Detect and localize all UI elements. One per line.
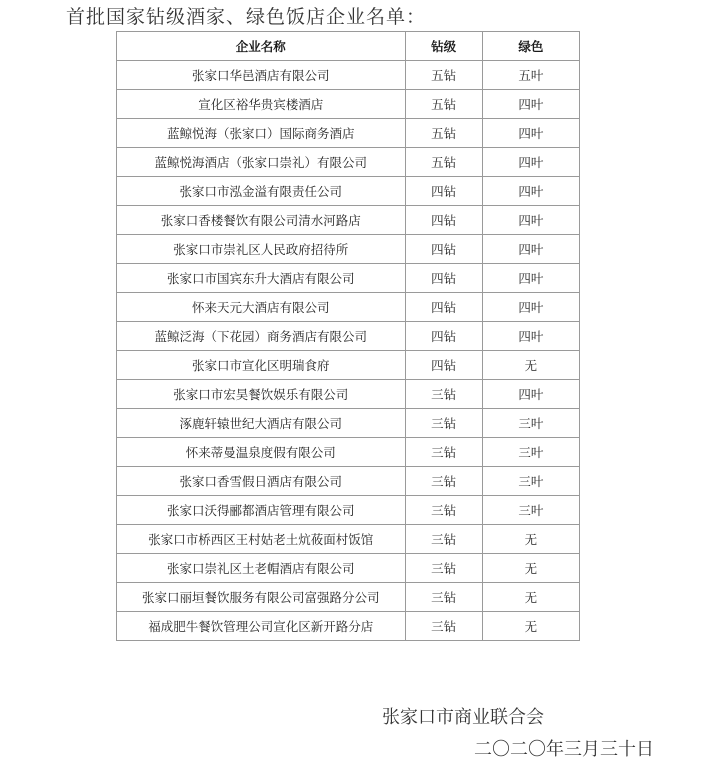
- diamond-level-cell: 四钻: [405, 206, 482, 235]
- green-level-cell: 无: [482, 554, 579, 583]
- green-level-cell: 四叶: [482, 322, 579, 351]
- green-level-cell: 无: [482, 612, 579, 641]
- enterprise-name-cell: 张家口市宏昊餐饮娱乐有限公司: [117, 380, 406, 409]
- table-row: [117, 409, 580, 438]
- diamond-level-cell: 三钻: [405, 583, 482, 612]
- diamond-level-cell: 四钻: [405, 293, 482, 322]
- green-level-cell: 四叶: [482, 293, 579, 322]
- enterprise-name-cell: 张家口香楼餐饮有限公司清水河路店: [117, 206, 406, 235]
- table-row: [117, 322, 580, 351]
- diamond-level-cell: 五钻: [405, 119, 482, 148]
- enterprise-name-cell: 张家口华邑酒店有限公司: [117, 61, 406, 90]
- table-row: [117, 264, 580, 293]
- table-row: [117, 293, 580, 322]
- green-level-cell: 三叶: [482, 438, 579, 467]
- issuer-signature: 张家口市商业联合会: [382, 707, 544, 728]
- table-row: [117, 525, 580, 554]
- table-header-row: [117, 32, 580, 61]
- table-row: [117, 438, 580, 467]
- table-row: [117, 380, 580, 409]
- enterprise-name-cell: 蓝鲸泛海（下花园）商务酒店有限公司: [117, 322, 406, 351]
- green-level-cell: 四叶: [482, 206, 579, 235]
- enterprise-name-cell: 涿鹿轩辕世纪大酒店有限公司: [117, 409, 406, 438]
- enterprise-name-cell: 蓝鲸悦海（张家口）国际商务酒店: [117, 119, 406, 148]
- enterprise-name-cell: 福成肥牛餐饮管理公司宣化区新开路分店: [117, 612, 406, 641]
- table-row: [117, 612, 580, 641]
- table-row: [117, 351, 580, 380]
- enterprise-name-cell: 张家口丽垣餐饮服务有限公司富强路分公司: [117, 583, 406, 612]
- diamond-level-cell: 三钻: [405, 409, 482, 438]
- diamond-level-cell: 四钻: [405, 264, 482, 293]
- diamond-level-cell: 五钻: [405, 148, 482, 177]
- column-header-enterprise-name: 企业名称: [117, 32, 406, 61]
- enterprise-name-cell: 怀来天元大酒店有限公司: [117, 293, 406, 322]
- diamond-level-cell: 三钻: [405, 612, 482, 641]
- diamond-level-cell: 三钻: [405, 525, 482, 554]
- column-header-diamond-level: 钻级: [405, 32, 482, 61]
- diamond-level-cell: 五钻: [405, 90, 482, 119]
- table-row: [117, 206, 580, 235]
- diamond-level-cell: 四钻: [405, 322, 482, 351]
- enterprise-name-cell: 张家口市宣化区明瑞食府: [117, 351, 406, 380]
- enterprise-name-cell: 张家口市国宾东升大酒店有限公司: [117, 264, 406, 293]
- green-level-cell: 四叶: [482, 264, 579, 293]
- table-row: [117, 90, 580, 119]
- green-level-cell: 四叶: [482, 177, 579, 206]
- diamond-level-cell: 三钻: [405, 438, 482, 467]
- enterprise-name-cell: 宣化区裕华贵宾楼酒店: [117, 90, 406, 119]
- diamond-level-cell: 三钻: [405, 467, 482, 496]
- table-row: [117, 119, 580, 148]
- diamond-level-cell: 三钻: [405, 554, 482, 583]
- issue-date: 二〇二〇年三月三十日: [474, 739, 654, 760]
- diamond-level-cell: 三钻: [405, 380, 482, 409]
- page-title: 首批国家钻级酒家、绿色饭店企业名单：: [66, 6, 427, 28]
- enterprise-name-cell: 张家口香雪假日酒店有限公司: [117, 467, 406, 496]
- table-row: [117, 467, 580, 496]
- diamond-level-cell: 四钻: [405, 177, 482, 206]
- table-row: [117, 148, 580, 177]
- enterprise-name-cell: 蓝鲸悦海酒店（张家口崇礼）有限公司: [117, 148, 406, 177]
- table-row: [117, 554, 580, 583]
- enterprise-name-cell: 张家口沃得郦都酒店管理有限公司: [117, 496, 406, 525]
- table-row: [117, 235, 580, 264]
- diamond-level-cell: 四钻: [405, 351, 482, 380]
- column-header-green-level: 绿色: [482, 32, 579, 61]
- enterprise-name-cell: 怀来蒂曼温泉度假有限公司: [117, 438, 406, 467]
- green-level-cell: 四叶: [482, 119, 579, 148]
- enterprise-name-cell: 张家口市桥西区王村姑老土炕莜面村饭馆: [117, 525, 406, 554]
- table-row: [117, 61, 580, 90]
- table-row: [117, 496, 580, 525]
- diamond-level-cell: 四钻: [405, 235, 482, 264]
- enterprise-list-table: [116, 31, 580, 641]
- green-level-cell: 三叶: [482, 496, 579, 525]
- enterprise-name-cell: 张家口市崇礼区人民政府招待所: [117, 235, 406, 264]
- table-body: [117, 61, 580, 641]
- green-level-cell: 四叶: [482, 380, 579, 409]
- green-level-cell: 无: [482, 583, 579, 612]
- table-row: [117, 177, 580, 206]
- enterprise-name-cell: 张家口市泓金溢有限责任公司: [117, 177, 406, 206]
- green-level-cell: 三叶: [482, 409, 579, 438]
- green-level-cell: 无: [482, 351, 579, 380]
- green-level-cell: 五叶: [482, 61, 579, 90]
- green-level-cell: 四叶: [482, 235, 579, 264]
- green-level-cell: 四叶: [482, 148, 579, 177]
- table-row: [117, 583, 580, 612]
- enterprise-name-cell: 张家口崇礼区土老帽酒店有限公司: [117, 554, 406, 583]
- green-level-cell: 三叶: [482, 467, 579, 496]
- diamond-level-cell: 五钻: [405, 61, 482, 90]
- diamond-level-cell: 三钻: [405, 496, 482, 525]
- green-level-cell: 四叶: [482, 90, 579, 119]
- green-level-cell: 无: [482, 525, 579, 554]
